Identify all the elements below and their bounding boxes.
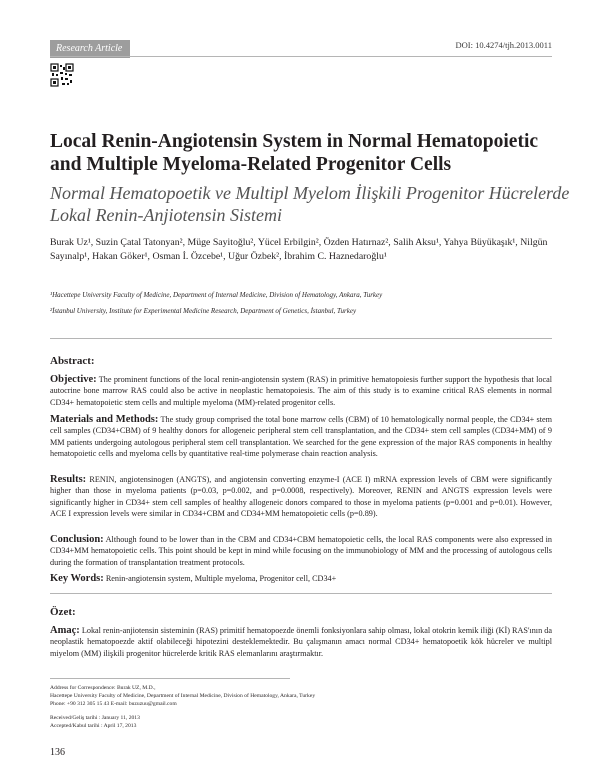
amac-label: Amaç: bbox=[50, 625, 80, 636]
keywords-text: Renin-angiotensin system, Multiple myeloma, Progenitor cell, CD34+ bbox=[105, 574, 337, 583]
page-number: 136 bbox=[50, 747, 65, 758]
affiliation-2: ²İstanbul University, Institute for Experimental Medicine Research, Department of Genetics, İstanbul, Turkey bbox=[50, 307, 357, 315]
accepted-date: Accepted/Kabul tarihi : April 17, 2013 bbox=[50, 723, 137, 729]
article-type-tag: Research Article bbox=[50, 40, 130, 58]
article-title: Local Renin-Angiotensin System in Normal Hematopoietic and Multiple Myeloma-Related Progenitor Cells bbox=[50, 131, 539, 175]
abstract-keywords bbox=[50, 573, 552, 584]
conclusion-text: Although found to be lower than in the CBM and CD34+CBM hematopoietic cells, the local RAS components were also expressed in CD34+MM hematopoietic cells. This point should be kept in mind while focusing on the immunobiology of MM and the processing of autologous cells during the formation of transplantation treatment protocols. bbox=[50, 535, 552, 567]
methods-text: The study group comprised the total bone marrow cells (CBM) of 10 hematologically normal people, the CD34+ stem cell samples (CD34+CBM) of 9 healthy donors for allogeneic peripheral stem cell transplantation, and the CD34+ stem cell samples (CD34+MM) of 9 MM patients undergoing autologous peripheral stem cell transplantation. We searched for the gene expression of the major RAS components in healthy hematopoietic cells and myeloma cells by quantitative real-time polymerase chain reaction analysis. bbox=[50, 415, 552, 458]
abstract-objective bbox=[50, 374, 552, 408]
abstract-results bbox=[50, 474, 552, 519]
footnote-rule bbox=[50, 678, 290, 679]
author-list: Burak Uz¹, Suzin Çatal Tatonyan², Müge Sayitoğlu², Yücel Erbilgin², Özden Hatırnaz², Salih Aksu¹, Yahya Büyükaşık¹, Nilgün Sayınalp¹, Hakan Göker¹, Osman İ. Özcebe¹, Uğur Özbek², İbrahim C. Haznedaroğlu¹ bbox=[50, 237, 548, 262]
section-divider-ozet bbox=[50, 593, 552, 594]
conclusion-label: Conclusion: bbox=[50, 534, 104, 545]
correspondence-contact[interactable]: Phone: +90 312 305 15 43 E-mail: buzuzuu@gmail.com bbox=[50, 701, 177, 707]
correspondence-address: Hacettepe University Faculty of Medicine, Department of Internal Medicine, Division of Hematology, Ankara, Turkey bbox=[50, 693, 316, 699]
article-subtitle-turkish: Normal Hematopoetik ve Multipl Myelom İlişkili Progenitor Hücrelerde Lokal Renin-Anjiotensin Sistemi bbox=[50, 183, 570, 225]
doi[interactable]: DOI: 10.4274/tjh.2013.0011 bbox=[455, 40, 552, 50]
results-label: Results: bbox=[50, 474, 87, 485]
methods-label: Materials and Methods: bbox=[50, 414, 159, 425]
affiliation-1: ¹Hacettepe University Faculty of Medicine, Department of Internal Medicine, Division of Hematology, Ankara, Turkey bbox=[50, 291, 383, 299]
keywords-label: Key Words: bbox=[50, 573, 104, 584]
header-rule bbox=[50, 56, 552, 57]
received-date: Received/Geliş tarihi : January 11, 2013 bbox=[50, 715, 140, 721]
section-divider bbox=[50, 338, 552, 339]
objective-text: The prominent functions of the local renin-angiotensin system (RAS) in primitive hematopoiesis further support the hypothesis that local autocrine bone marrow RAS could also be active in neoplastic hematopoiesis. The aim of this study is to examine critical RAS elements in normal CD34+ hematopoietic stem cells and multiple myeloma (MM)-related progenitor cells. bbox=[50, 375, 552, 407]
amac-text: Lokal renin-anjiotensin sisteminin (RAS) primitif hematopoezde önemli fonksiyonlara sahip olması, lokal otokrin kemik iliği (Kİ) RAS'ının da neoplastik hematopoezde aktif olabileceği hipotezini desteklemektedir. Bu çalışmanın amacı normal CD34+ hematopoetik kök hücreler ve multipl miyelom (MM) ilişkili progenitor hücrelerde kritik RAS elemanlarını araştırmaktır. bbox=[50, 626, 552, 658]
ozet-amac bbox=[50, 625, 552, 659]
abstract-conclusion bbox=[50, 534, 552, 568]
ozet-heading: Özet: bbox=[50, 606, 76, 618]
results-text: RENIN, angiotensinogen (ANGTS), and angiotensin converting enzyme-I (ACE I) mRNA expression levels of CBM were significantly higher than those in myeloma patients (p=0.03, p=0.002, and p=0.0008, respectively). Moreover, RENIN and ANGTS expression levels were significantly higher in CD34+ stem cell samples of healthy allogeneic donors compared to those in myeloma patients (p=0.001 and p=0.01). However, ACE I expression levels were similar in CD34+CBM and CD34+MM hematopoietic cells (p=0.89). bbox=[50, 475, 553, 518]
correspondence-heading: Address for Correspondence: Burak UZ, M.D., bbox=[50, 685, 156, 691]
abstract-methods bbox=[50, 414, 552, 459]
abstract-heading: Abstract: bbox=[50, 355, 95, 367]
qr-code-icon bbox=[50, 63, 74, 87]
objective-label: Objective: bbox=[50, 374, 97, 385]
